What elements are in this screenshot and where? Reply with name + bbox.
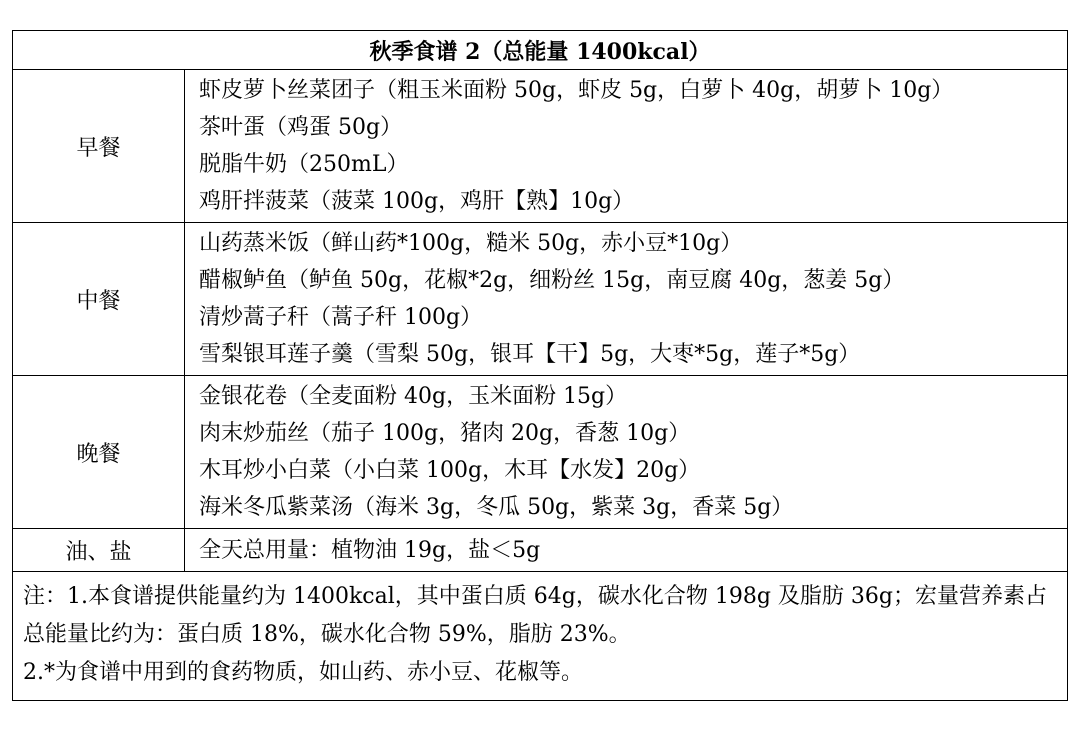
meal-row-lunch — [13, 223, 1068, 376]
oil-salt-row — [13, 529, 1068, 572]
dish-item: 清炒蒿子秆（蒿子秆 100g） — [199, 305, 483, 330]
oil-salt-label: 油、盐 — [13, 529, 185, 572]
oil-salt-amount: 全天总用量：植物油 19g，盐＜5g — [199, 537, 541, 563]
dish-item: 金银花卷（全麦面粉 40g，玉米面粉 15g） — [199, 384, 628, 409]
dish-item: 山药蒸米饭（鲜山药*100g，糙米 50g，赤小豆*10g） — [199, 231, 743, 256]
note-1: 注：1.本食谱提供能量约为 1400kcal，其中蛋白质 64g，碳水化合物 198g 及脂肪 36g；宏量营养素占总能量比约为：蛋白质 18%，碳水化合物 59%，脂肪 23%。 — [23, 584, 1047, 647]
meal-row-breakfast — [13, 70, 1068, 223]
dish-item: 虾皮萝卜丝菜团子（粗玉米面粉 50g，虾皮 5g，白萝卜 40g，胡萝卜 10g） — [199, 78, 954, 103]
meal-items-breakfast — [185, 70, 1068, 223]
dish-item: 海米冬瓜紫菜汤（海米 3g，冬瓜 50g，紫菜 3g，香菜 5g） — [199, 495, 794, 520]
title-row — [13, 31, 1068, 70]
dish-item: 木耳炒小白菜（小白菜 100g，木耳【水发】20g） — [199, 458, 701, 483]
meal-label-lunch: 中餐 — [13, 223, 185, 376]
meal-label-breakfast: 早餐 — [13, 70, 185, 223]
recipe-table — [12, 30, 1068, 701]
dish-item: 鸡肝拌菠菜（菠菜 100g，鸡肝【熟】10g） — [199, 189, 635, 214]
dish-item: 醋椒鲈鱼（鲈鱼 50g，花椒*2g，细粉丝 15g，南豆腐 40g，葱姜 5g） — [199, 268, 905, 293]
dish-item: 茶叶蛋（鸡蛋 50g） — [199, 115, 403, 140]
dish-item: 肉末炒茄丝（茄子 100g，猪肉 20g，香葱 10g） — [199, 421, 691, 446]
note-2: 2.*为食谱中用到的食药物质，如山药、赤小豆、花椒等。 — [23, 660, 583, 685]
dish-item: 脱脂牛奶（250mL） — [199, 152, 409, 177]
meal-row-dinner — [13, 376, 1068, 529]
recipe-title: 秋季食谱 2（总能量 1400kcal） — [13, 31, 1068, 70]
notes-row — [13, 572, 1068, 701]
meal-items-lunch — [185, 223, 1068, 376]
meal-label-dinner: 晚餐 — [13, 376, 185, 529]
notes-cell — [13, 572, 1068, 701]
meal-items-dinner — [185, 376, 1068, 529]
dish-item: 雪梨银耳莲子羹（雪梨 50g，银耳【干】5g，大枣*5g，莲子*5g） — [199, 342, 861, 367]
oil-salt-text — [185, 529, 1068, 572]
